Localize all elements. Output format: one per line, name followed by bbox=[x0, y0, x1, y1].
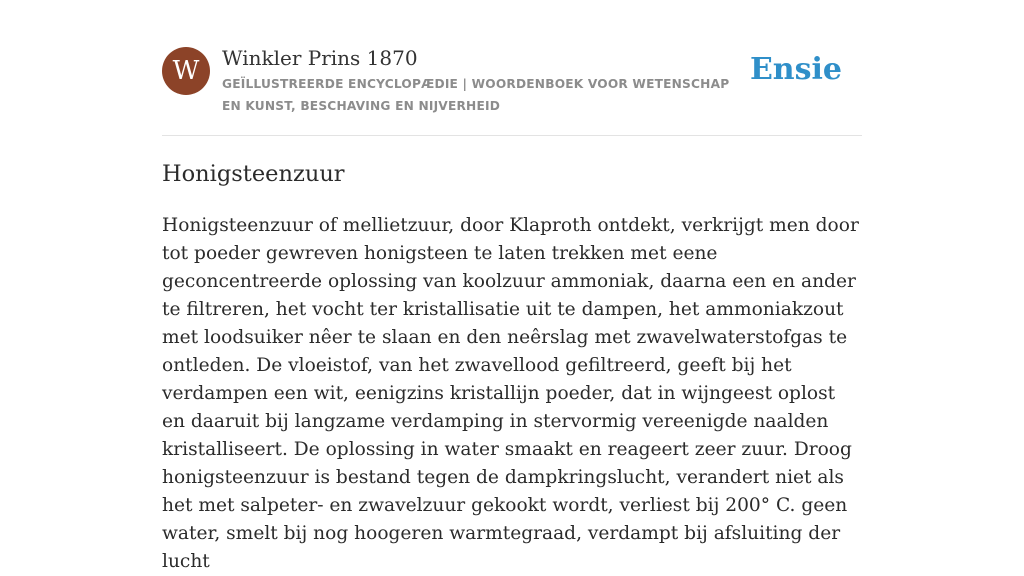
header-divider bbox=[162, 135, 862, 136]
ensie-logo-link[interactable]: Ensie bbox=[749, 52, 842, 87]
source-subtitle: GEÏLLUSTREERDE ENCYCLOPÆDIE | WOORDENBOEK VOOR WETENSCHAP EN KUNST, BESCHAVING EN NIJVERHEID bbox=[222, 77, 730, 113]
article-title: Honigsteenzuur bbox=[162, 161, 345, 187]
source-title[interactable]: Winkler Prins 1870 bbox=[222, 46, 418, 70]
avatar: W bbox=[162, 47, 210, 95]
source-header bbox=[162, 44, 862, 116]
article-body: Honigsteenzuur of mellietzuur, door Klaproth ontdekt, verkrijgt men door tot poeder gewreven honigsteen te laten trekken met eene geconcentreerde oplossing van koolzuur ammoniak, daarna een en ander te filtreren, het vocht ter kristallisatie uit te dampen, het ammoniakzout met loodsuiker nêer te slaan en den neêrslag met zwavelwaterstofgas te ontleden. De vloeistof, van het zwavellood gefiltreerd, geeft bij het verdampen een wit, eenigzins kristallijn poeder, dat in wijngeest oplost en daaruit bij langzame verdamping in stervormig vereenigde naalden kristalliseert. De oplossing in water smaakt en reageert zeer zuur. Droog honigsteenzuur is bestand tegen de dampkringslucht, verandert niet als het met salpeter- en zwavelzuur gekookt wordt, verliest bij 200° C. geen water, smelt bij nog hoogeren warmtegraad, verdampt bij afsluiting der lucht bbox=[162, 215, 859, 572]
